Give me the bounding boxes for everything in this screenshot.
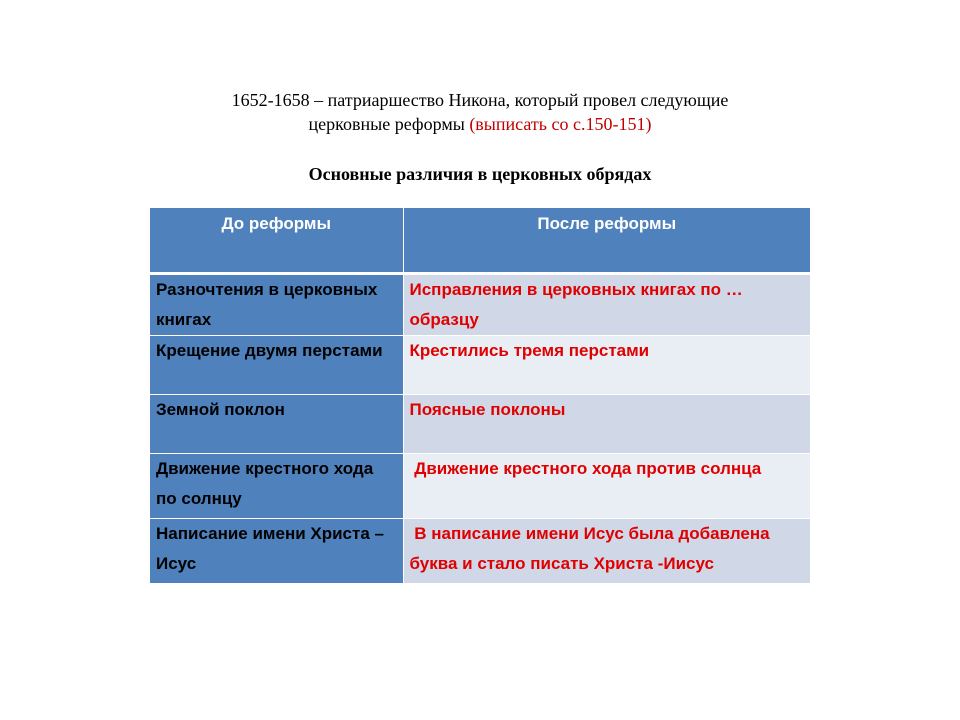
header-after-reform: После реформы [403, 208, 810, 274]
intro-line-2-main: церковные реформы [308, 114, 465, 134]
cell-after: Крестились тремя перстами [403, 336, 810, 395]
intro-text [150, 88, 810, 136]
cell-after: Исправления в церковных книгах по … образцу [403, 274, 810, 336]
comparison-table [150, 208, 810, 583]
intro-line-1: 1652-1658 – патриаршество Никона, который провел следующие [231, 90, 729, 110]
table-row [150, 395, 810, 454]
header-before-reform: До реформы [150, 208, 403, 274]
cell-before: Крещение двумя перстами [150, 336, 403, 395]
intro-line-2 [150, 112, 810, 136]
cell-before: Разночтения в церковных книгах [150, 274, 403, 336]
table-row [150, 336, 810, 395]
cell-before: Написание имени Христа – Исус [150, 519, 403, 584]
intro-line-2-note: (выписать со с.150-151) [469, 114, 652, 134]
table-title: Основные различия в церковных обрядах [308, 164, 652, 184]
table-row [150, 454, 810, 519]
table-row [150, 519, 810, 584]
cell-after: В написание имени Исус была добавлена буква и стало писать Христа -Иисус [403, 519, 810, 584]
table-row [150, 274, 810, 336]
cell-before: Земной поклон [150, 395, 403, 454]
table-header-row [150, 208, 810, 274]
cell-before: Движение крестного хода по солнцу [150, 454, 403, 519]
cell-after: Движение крестного хода против солнца [403, 454, 810, 519]
cell-after: Поясные поклоны [403, 395, 810, 454]
